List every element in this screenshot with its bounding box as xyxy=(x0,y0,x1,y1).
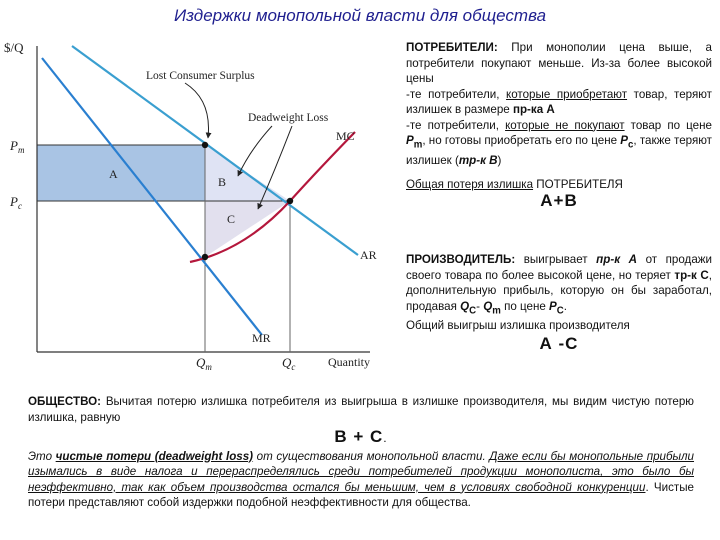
y-axis-label: $/Q xyxy=(4,40,24,55)
society-block xyxy=(28,394,694,511)
ar-label: AR xyxy=(360,248,377,262)
consumers-text: ПОТРЕБИТЕЛИ: При монополии цена выше, а потребители покупают меньше. Из-за более высокой цены -те потребители, которые приобретают товар, теряют излишек в размере пр-ка А -те потребители, которые не покупают товар по цене $P_m$, но готовы приобретать его по цене $P_c$, также теряют излишек (тр-к В) xyxy=(406,41,712,167)
consumers-heading: ПОТРЕБИТЕЛИ: xyxy=(406,41,498,54)
mc-label: MC xyxy=(336,129,355,143)
x-axis-label: Quantity xyxy=(328,355,370,369)
monopoly-diagram xyxy=(0,28,400,373)
producer-total: А -С xyxy=(539,333,579,353)
pm-label: $P_m$ xyxy=(10,138,25,155)
society-heading: ОБЩЕСТВО: xyxy=(28,395,102,408)
point-mc-mr xyxy=(202,254,208,260)
area-a-label: A xyxy=(109,167,118,181)
producer-heading: ПРОИЗВОДИТЕЛЬ: xyxy=(406,253,516,266)
mr-label: MR xyxy=(252,331,271,345)
dwl-label: Deadweight Loss xyxy=(248,112,329,124)
consumers-loss-line: Общая потеря излишка ПОТРЕБИТЕЛЯ xyxy=(406,178,623,192)
area-c xyxy=(205,201,290,257)
society-text: ОБЩЕСТВО: Вычитая потерю излишка потребителя из выигрыша в излишке производителя, мы видим чистую потерю излишка, равную xyxy=(28,395,694,424)
lost-cs-arrow xyxy=(185,83,209,138)
dwl-arrow-b xyxy=(238,126,272,176)
area-c-label: C xyxy=(227,212,236,226)
consumers-total: А+В xyxy=(540,190,578,210)
producer-block xyxy=(406,252,712,351)
pc-label: $P_c$ xyxy=(10,194,22,211)
society-total: В + С. xyxy=(334,427,388,446)
area-a xyxy=(37,145,205,201)
qm-label: $Q_m$ xyxy=(196,355,212,372)
lost-cs-label: Lost Consumer Surplus xyxy=(146,70,255,82)
point-competitive xyxy=(287,198,293,204)
point-monopoly-price xyxy=(202,142,208,148)
area-b-label: B xyxy=(218,175,227,189)
qc-label: $Q_c$ xyxy=(282,355,296,372)
slide-title: Издержки монопольной власти для общества xyxy=(173,6,547,25)
producer-text: ПРОИЗВОДИТЕЛЬ: выигрывает пр-к А от продажи своего товара по более высокой цене, но теряет тр-к С, дополнительную прибыль, которую он бы заработал, продавая $Q_C-$ $Q_m$ по цене $P_C$. Общий выигрыш излишка производителя xyxy=(406,253,712,333)
consumers-block xyxy=(406,40,712,208)
deadweight-paragraph: Это чистые потери (deadweight loss) от существования монопольной власти. Даже если бы монопольные прибыли изымались в виде налога и перераспределялись среди потребителей продукции монополиста, это было бы неэффективно, так как объем производства остался бы меньшим, чем в условиях свободной конкуренции. Чистые потери представляют собой издержки подобной неэффективности для общества. xyxy=(28,449,695,509)
